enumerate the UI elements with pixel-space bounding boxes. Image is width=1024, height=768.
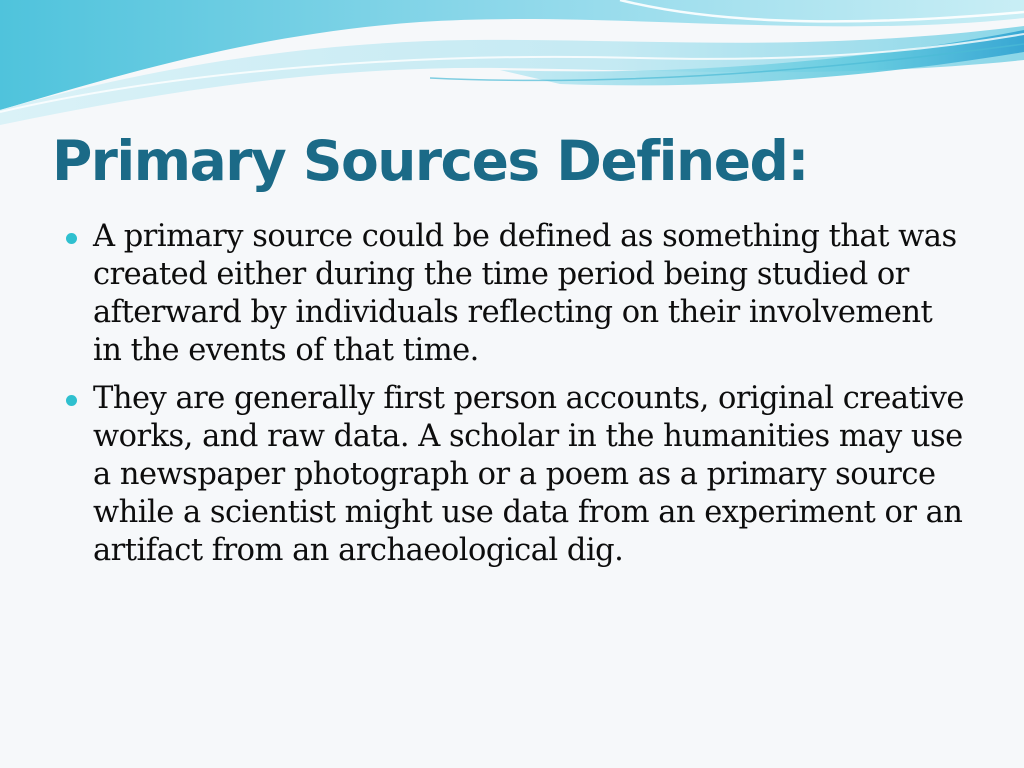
wave-header-graphic <box>0 0 1024 130</box>
bullet-item <box>66 380 966 570</box>
bullet-item <box>66 218 966 370</box>
bullet-dot-icon <box>66 233 77 244</box>
bullet-dot-icon <box>66 395 77 406</box>
bullet-text: A primary source could be defined as something that was created either during the time period being studied or afterward by individuals reflecting on their involvement in the events of that time. <box>93 219 957 368</box>
bullet-text: They are generally first person accounts, original creative works, and raw data. A scholar in the humanities may use a newspaper photograph or a poem as a primary source while a scientist might use data from an experiment or an artifact from an archaeological dig. <box>93 381 964 568</box>
bullet-list <box>66 218 966 580</box>
slide-title: Primary Sources Defined: <box>52 129 808 193</box>
